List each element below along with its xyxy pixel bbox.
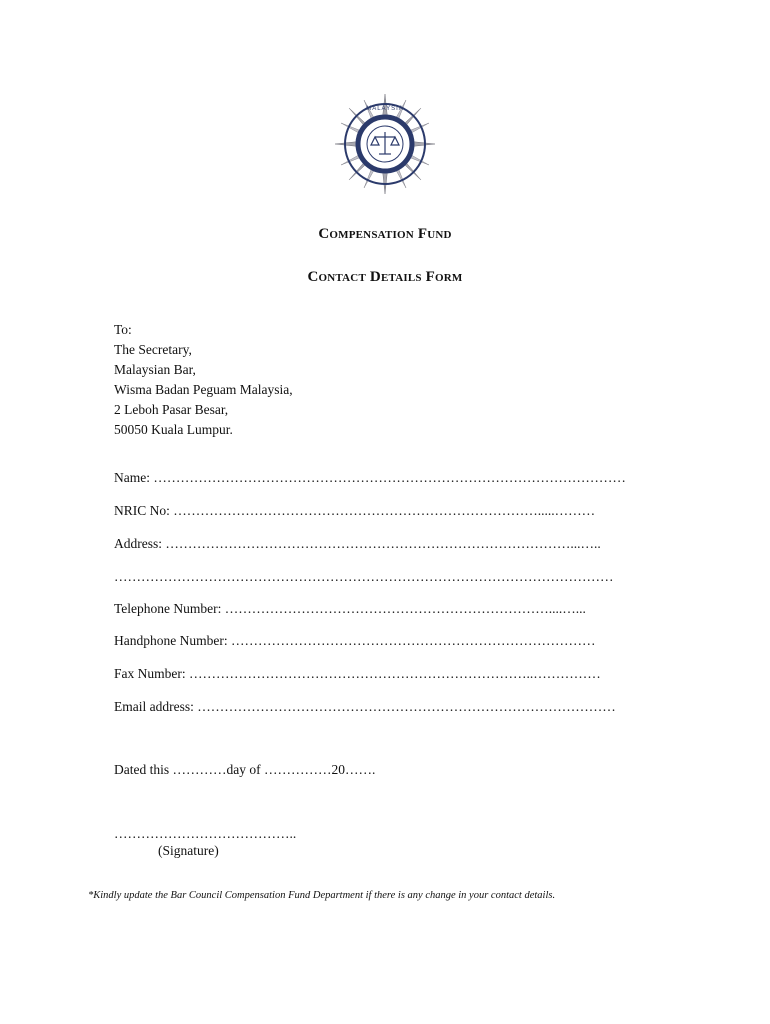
nric-field[interactable]: NRIC No: ……………………………………………………………………….....……… <box>114 503 596 518</box>
telephone-field[interactable]: Telephone Number: ………………………………………………………………....…... <box>114 601 586 616</box>
dated-field[interactable]: Dated this …………day of ……………20……. <box>114 762 376 777</box>
svg-text:MALAYSIA: MALAYSIA <box>366 106 404 112</box>
name-field[interactable]: Name: …………………………………………………………………………………………… <box>114 470 626 485</box>
title-line-2: Contact Details Form <box>307 269 463 285</box>
address-field[interactable]: Address: ………………………………………………………………………………...….. <box>114 536 601 551</box>
footer-note: *Kindly update the Bar Council Compensation Fund Department if there is any change in your contact details. <box>88 890 556 901</box>
recipient-address <box>114 320 293 440</box>
address-line-1: The Secretary, <box>114 342 192 357</box>
title-line-1: Compensation Fund <box>318 226 452 242</box>
address-line-2: Malaysian Bar, <box>114 362 196 377</box>
signature-label: (Signature) <box>158 843 219 858</box>
fax-field[interactable]: Fax Number: …………………………………………………………………..…………… <box>114 666 601 681</box>
address-line-5: 50050 Kuala Lumpur. <box>114 422 233 437</box>
email-field[interactable]: Email address: ………………………………………………………………………………… <box>114 699 616 714</box>
address-continuation-field[interactable]: ………………………………………………………………………………………………… <box>114 569 614 584</box>
address-line-3: Wisma Badan Peguam Malaysia, <box>114 382 293 397</box>
signature-line[interactable]: ………………………………….. <box>114 826 297 841</box>
malaysian-bar-logo <box>333 92 437 196</box>
address-to: To: <box>114 322 132 337</box>
handphone-field[interactable]: Handphone Number: ……………………………………………………………………… <box>114 633 596 648</box>
form-subtitle <box>0 269 770 286</box>
bar-council-emblem-icon <box>333 92 437 196</box>
address-line-4: 2 Leboh Pasar Besar, <box>114 402 229 417</box>
form-title <box>0 226 770 243</box>
